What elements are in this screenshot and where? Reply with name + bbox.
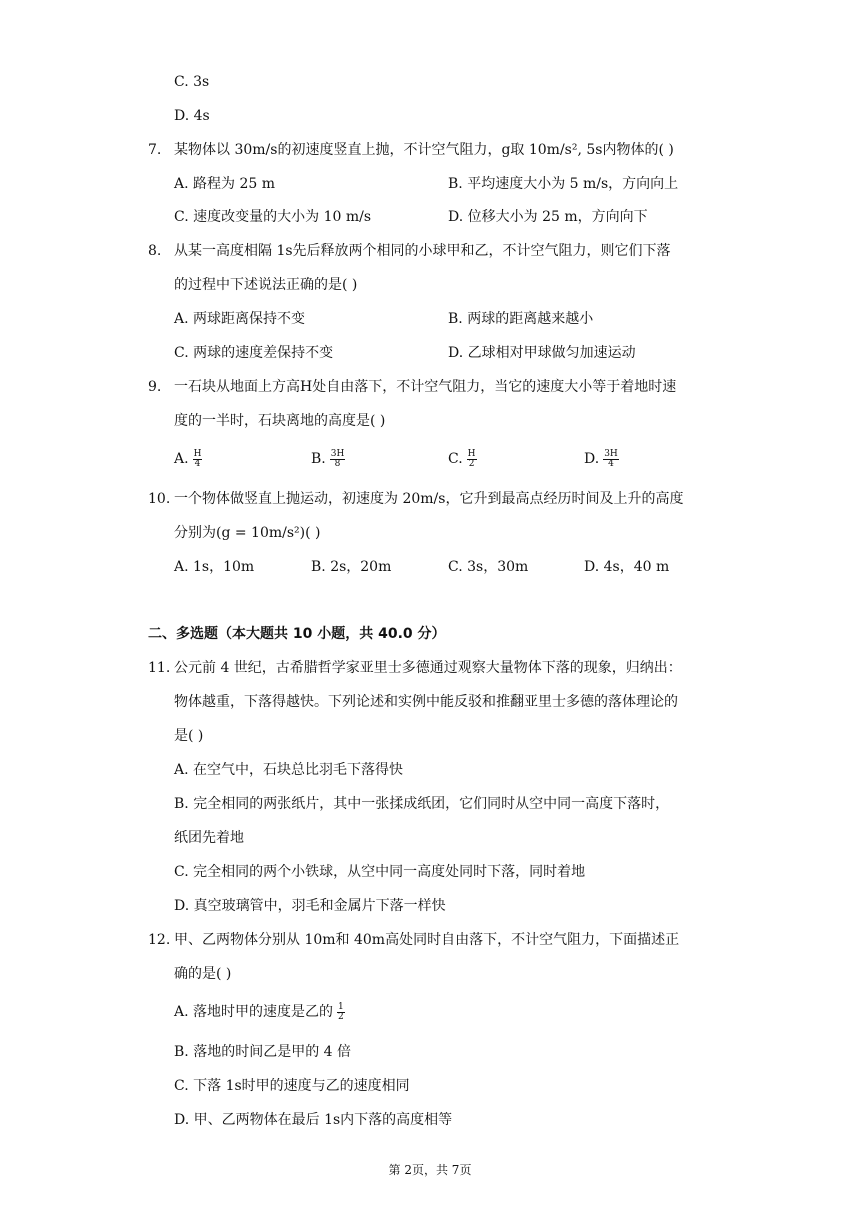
question-7-option-d: D. 位移大小为 25 m，方向向下 — [448, 209, 648, 225]
question-11-text-line-3: 是( ) — [174, 728, 204, 744]
fraction-numerator: 3H — [604, 448, 618, 459]
question-11-option-d: D. 真空玻璃管中，羽毛和金属片下落一样快 — [174, 898, 446, 914]
question-10-number: 10. — [148, 491, 171, 507]
question-8-text-line-1: 从某一高度相隔 1s先后释放两个相同的小球甲和乙，不计空气阻力，则它们下落 — [174, 243, 671, 259]
question-9-option-c — [448, 449, 477, 469]
question-12-option-a-text: A. 落地时甲的速度是乙的 — [174, 1004, 334, 1020]
question-12-text-line-2: 确的是( ) — [174, 966, 232, 982]
question-9-text-line-2: 度的一半时，石块离地的高度是( ) — [174, 413, 386, 429]
fraction-denominator: 4 — [608, 458, 614, 469]
question-10-option-d: D. 4s，40 m — [584, 559, 670, 575]
question-10-option-a: A. 1s，10m — [174, 559, 255, 575]
question-11-text-line-2: 物体越重，下落得越快。下列论述和实例中能反驳和推翻亚里士多德的落体理论的 — [174, 694, 678, 710]
question-9-option-c-fraction — [467, 450, 477, 469]
question-9-option-a — [174, 449, 202, 469]
question-12-number: 12. — [148, 932, 171, 948]
question-10-option-b: B. 2s，20m — [311, 559, 392, 575]
question-9-option-d — [584, 449, 619, 469]
fraction-denominator: 4 — [194, 458, 201, 469]
question-8-option-b: B. 两球的距离越来越小 — [448, 311, 594, 327]
question-9-option-b — [311, 449, 345, 469]
fraction-denominator: 8 — [334, 458, 341, 469]
question-7-option-a: A. 路程为 25 m — [174, 176, 276, 192]
section-2-heading: 二、多选题（本大题共 10 小题，共 40.0 分） — [148, 626, 446, 642]
question-9-option-d-fraction — [603, 450, 619, 469]
question-8-text-line-2: 的过程中下述说法正确的是( ) — [174, 277, 358, 293]
fraction-numerator: H — [467, 448, 476, 459]
question-10-option-c: C. 3s，30m — [448, 559, 529, 575]
option-c-prev: C. 3s — [174, 74, 210, 90]
fraction-numerator: 3H — [330, 448, 345, 459]
question-7-option-b: B. 平均速度大小为 5 m/s，方向向上 — [448, 176, 679, 192]
fraction-numerator: H — [193, 448, 202, 459]
question-12-text-line-1: 甲、乙两物体分别从 10m和 40m高处同时自由落下，不计空气阻力，下面描述正 — [174, 932, 680, 948]
question-8-option-a: A. 两球距离保持不变 — [174, 311, 306, 327]
question-12-option-a — [174, 1002, 345, 1022]
question-8-option-d: D. 乙球相对甲球做匀加速运动 — [448, 345, 636, 361]
fraction-denominator: 2 — [338, 1011, 344, 1022]
question-12-option-a-fraction — [337, 1003, 345, 1022]
fraction-numerator: 1 — [338, 1001, 344, 1012]
fraction-denominator: 2 — [468, 458, 475, 469]
question-9-option-a-label: A. — [174, 451, 189, 467]
question-9-option-d-label: D. — [584, 451, 600, 467]
question-11-text-line-1: 公元前 4 世纪，古希腊哲学家亚里士多德通过观察大量物体下落的现象，归纳出： — [174, 660, 682, 676]
question-9-option-a-fraction — [193, 450, 203, 469]
question-8-number: 8. — [148, 243, 162, 259]
question-7-text: 某物体以 30m/s的初速度竖直上抛，不计空气阻力，g取 10m/s², 5s内物体的( ) — [174, 142, 674, 158]
question-9-option-b-fraction — [330, 450, 346, 469]
question-12-option-d: D. 甲、乙两物体在最后 1s内下落的高度相等 — [174, 1112, 453, 1128]
question-9-text-line-1: 一石块从地面上方高H处自由落下，不计空气阻力，当它的速度大小等于着地时速 — [174, 379, 677, 395]
question-10-text-line-2: 分别为(g = 10m/s²)( ) — [174, 525, 321, 541]
question-11-option-b-line-1: B. 完全相同的两张纸片，其中一张揉成纸团，它们同时从空中同一高度下落时， — [174, 796, 670, 812]
question-11-option-a: A. 在空气中，石块总比羽毛下落得快 — [174, 762, 404, 778]
question-8-option-c: C. 两球的速度差保持不变 — [174, 345, 334, 361]
question-11-option-c: C. 完全相同的两个小铁球，从空中同一高度处同时下落，同时着地 — [174, 864, 586, 880]
question-9-number: 9. — [148, 379, 162, 395]
question-9-option-c-label: C. — [448, 451, 463, 467]
question-11-option-b-line-2: 纸团先着地 — [174, 830, 244, 846]
question-7-option-c: C. 速度改变量的大小为 10 m/s — [174, 209, 372, 225]
question-9-option-b-label: B. — [311, 451, 326, 467]
page-footer: 第 2页，共 7页 — [388, 1163, 472, 1177]
option-d-prev: D. 4s — [174, 108, 210, 124]
question-7-number: 7. — [148, 142, 162, 158]
question-10-text-line-1: 一个物体做竖直上抛运动，初速度为 20m/s，它升到最高点经历时间及上升的高度 — [174, 491, 684, 507]
question-11-number: 11. — [148, 660, 171, 676]
question-12-option-c: C. 下落 1s时甲的速度与乙的速度相同 — [174, 1078, 410, 1094]
question-12-option-b: B. 落地的时间乙是甲的 4 倍 — [174, 1044, 351, 1060]
